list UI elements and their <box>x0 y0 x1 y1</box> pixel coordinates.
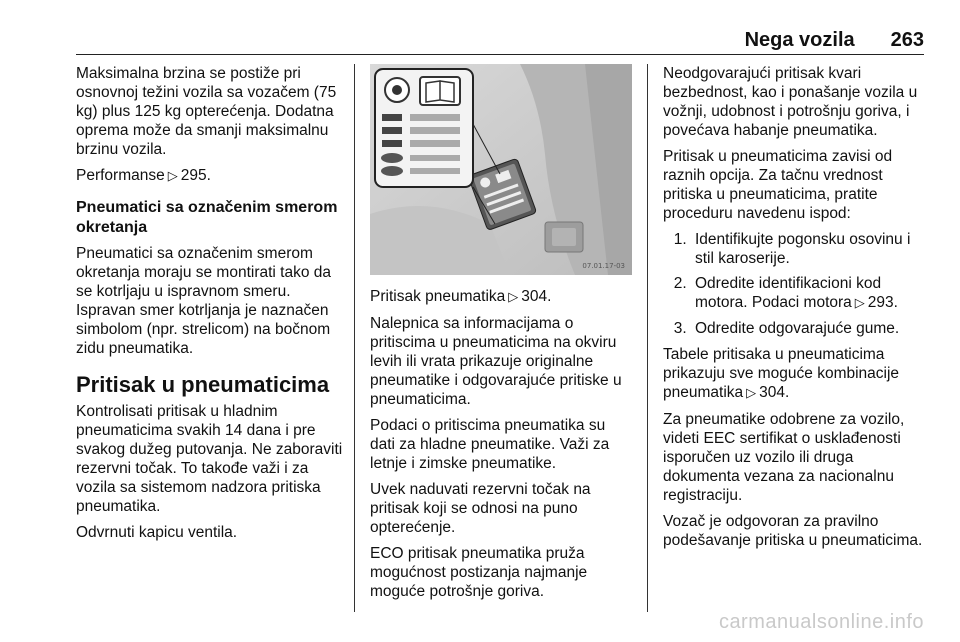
page-ref-link[interactable]: 304. <box>521 288 552 305</box>
eco-pressure-paragraph: ECO pritisak pneumatika pruža mogućnost postizanja najmanje moguće potrošnje goriva. <box>370 545 588 600</box>
pressure-reference: Pritisak pneumatika ▷ 304. <box>370 288 552 305</box>
valve-cap-paragraph: Odvrnuti kapicu ventila. <box>76 524 238 541</box>
max-speed-paragraph: Maksimalna brzina se postiže pri osnovnoj težini vozila sa vozačem (75 kg) plus 125 kg opterećenja. Dodatna oprema može da smanji maksimalnu brzinu vozila. <box>76 65 337 158</box>
performance-reference: Performanse ▷ 295. <box>76 167 211 184</box>
directional-tyres-paragraph: Pneumatici sa označenim smerom okretanja moraju se montirati tako da se kotrljaju u ispravnom smeru. Ispravan smer kotrljanja je naznačen simbolom (npr. strelicom) na bočnom zidu pneumatika. <box>76 245 332 357</box>
heading-directional-tyres: Pneumatici sa označenim smerom okretanja <box>76 199 338 236</box>
section-title: Nega vozila <box>744 29 855 51</box>
page-ref-link[interactable]: 304. <box>759 384 790 401</box>
procedure-step-3: 3. Odredite odgovarajuće gume. <box>691 319 933 338</box>
driver-responsibility-paragraph: Vozač je odgovoran za pravilno podešavanje pritiska u pneumaticima. <box>663 513 923 549</box>
door-frame-illustration <box>370 64 632 275</box>
page-ref-icon: ▷ <box>508 290 519 305</box>
column-divider-2 <box>647 64 648 612</box>
page-number: 263 <box>890 29 924 51</box>
watermark: carmanualsonline.info <box>718 611 924 633</box>
procedure-steps <box>663 230 933 338</box>
column-2 <box>370 64 632 608</box>
page-ref-icon: ▷ <box>167 169 178 184</box>
procedure-step-1: 1. Identifikujte pogonsku osovinu i stil karoserije. <box>691 230 933 268</box>
page-header <box>76 24 924 55</box>
page-ref-icon: ▷ <box>854 296 865 311</box>
pressure-depends-paragraph: Pritisak u pneumaticima zavisi od raznih opcija. Za tačnu vrednost pritiska u pneumaticima, pratite proceduru navedenu ispod: <box>663 148 893 222</box>
column-divider-1 <box>354 64 355 612</box>
tyre-pressure-label-figure <box>370 64 632 275</box>
check-pressure-paragraph: Kontrolisati pritisak u hladnim pneumaticima svakih 14 dana i pre svakog dužeg putovanja. Ne zaboraviti rezervni točak. To takođe važi i za vozila sa sistemom nadzora pritiska pneumatika. <box>76 403 343 515</box>
incorrect-pressure-paragraph: Neodgovarajući pritisak kvari bezbednost, kao i ponašanje vozila u vožnji, udobnost i potrošnju goriva, i povećava habanje pneumatika. <box>663 65 918 139</box>
page-ref-icon: ▷ <box>746 386 757 401</box>
page-ref-link[interactable]: 293. <box>867 294 898 311</box>
cold-tyres-paragraph: Podaci o pritiscima pneumatika su dati za hladne pneumatike. Važi za letnje i zimske pneumatike. <box>370 417 610 472</box>
sticker-info-paragraph: Nalepnica sa informacijama o pritiscima u pneumaticima na okviru levih ili vrata prikazuje originalne pneumatike i odgovarajuće pritiske u pneumaticima. <box>370 315 622 408</box>
page-ref-link[interactable]: 295. <box>180 167 211 184</box>
spare-wheel-paragraph: Uvek naduvati rezervni točak na pritisak koji se odnosi na puno opterećenje. <box>370 481 591 536</box>
column-1 <box>76 64 344 549</box>
figure-code: 07.01.17-03 <box>582 262 625 270</box>
procedure-step-2: 2. Odredite identifikacioni kod motora. Podaci motora ▷ 293. <box>691 274 933 313</box>
eec-certificate-paragraph: Za pneumatike odobrene za vozilo, videti EEC sertifikat o usklađenosti isporučen uz vozilo ili druga dokumenta vezana za nacionalnu registraciju. <box>663 411 905 504</box>
pressure-tables-paragraph: Tabele pritisaka u pneumaticima prikazuju sve moguće kombinacije pneumatika ▷ 304. <box>663 346 900 401</box>
tyre-pressure-sticker-callout <box>375 69 473 187</box>
heading-tyre-pressure: Pritisak u pneumaticima <box>76 372 330 397</box>
column-3 <box>663 64 933 557</box>
